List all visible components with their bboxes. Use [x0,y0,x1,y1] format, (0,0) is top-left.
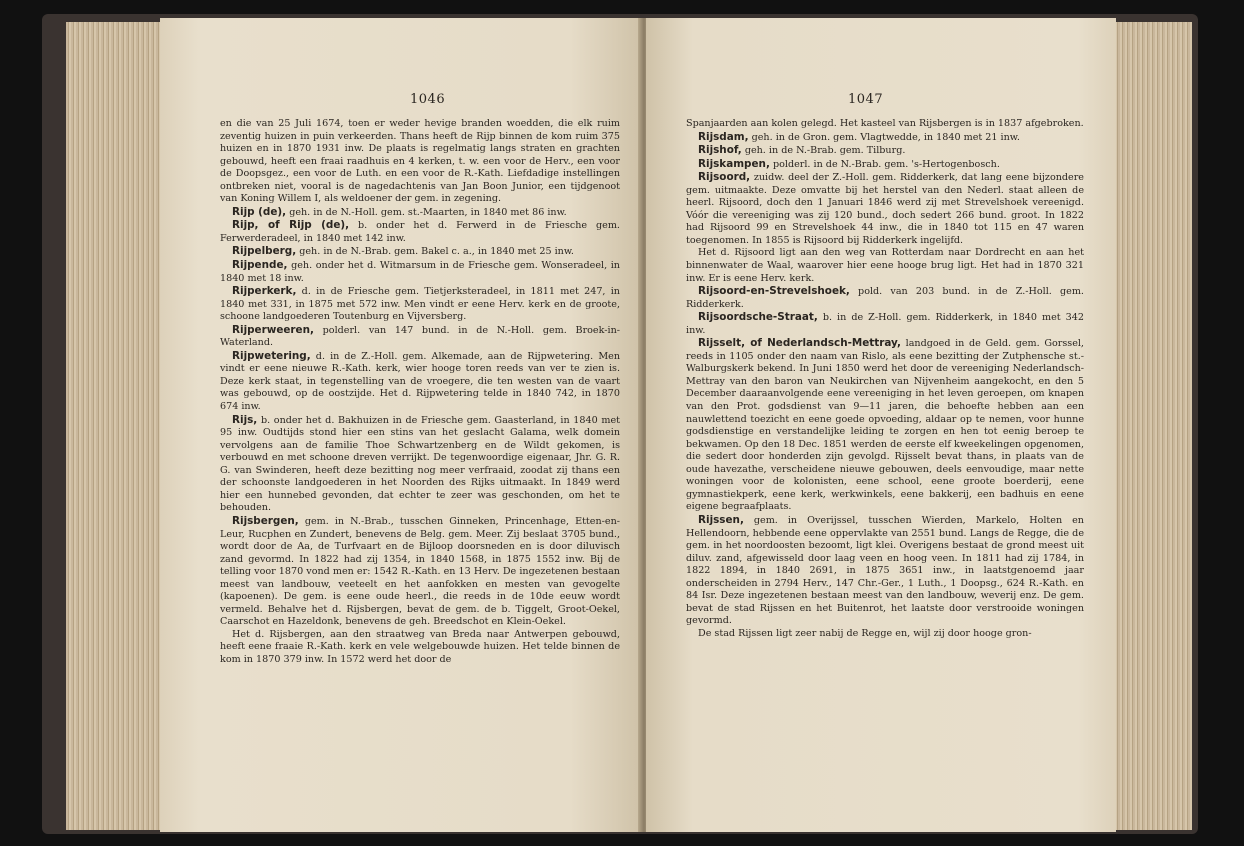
entry-headword: Rijsoordsche-Straat, [698,311,818,324]
entry-text: polderl. van 147 bund. in de N.-Holl. gem. Broek-in-Waterland. [220,324,620,349]
entry-headword: Rijssen, [698,513,744,526]
dictionary-entry [686,337,1084,514]
dictionary-entry [686,628,1084,641]
entry-text: landgoed in de Geld. gem. Gorssel, reeds in 1105 onder den naam van Rislo, als eene bezitting der Zutphensche st.-Walburgskerk bekend. In Juni 1850 werd het door de vereeniging Nederlandsch-Mettray van den baron van Neukirchen van Nijvenheim aangekocht, en den 5 December daaraanvolgende eene vereeniging in het leven geroepen, om knapen van den Prot. godsdienst van 9—11 jaren, die behoefte hebben aan een nauwlettend toezicht en eene goede opvoeding, aldaar op te nemen, voor hunne godsdienstige en verstandelijke leiding te zorgen en hen tot eenig beroep te bekwamen. Op den 18 Dec. 1851 werden de eerste elf kweekelingen opgenomen, die sedert door honderden zijn gevolgd. Rijsselt bevat thans, in plaats van de oude havezathe, verscheidene nieuwe gebouwen, deels eenvoudige, maar nette woningen voor de kolonisten, eene school, eene groote boerderij, eene gymnastiekperk, eene kerk, werkwinkels, eene bakkerij, een badhuis en eene eigene begraafplaats. [686,338,1084,513]
dictionary-entry [686,311,1084,337]
dictionary-entry [686,514,1084,628]
entry-text: Het d. Rijsbergen, aan den straatweg van Breda naar Antwerpen gebouwd, heeft eene fraaie R.-Kath. kerk en vele welgebouwde huizen. Het telde binnen de kom in 1870 379 inw. In 1572 werd het door de [220,628,620,665]
dictionary-entry [686,131,1084,145]
entry-text: b. onder het d. Bakhuizen in de Friesche gem. Gaasterland, in 1840 met 95 inw. Oudtijds stond hier een stins van het geslacht Galama, welk domein vervolgens aan de familie Thoe Schwartzenberg en de Wildt gekomen, is verbouwd en met schoone dreven verrijkt. De tegenwoordige eigenaar, Jhr. G. R. G. van Swinderen, heeft deze bezitting nog meer verfraaid, zoodat zij thans een der schoonste landgoederen in het Noorden des Rijks uitmaakt. In 1849 werd hier een hunnebed gevonden, dat echter te zeer was geschonden, om het te behouden. [220,414,620,514]
dictionary-entry [686,171,1084,247]
entry-headword: Rijp (de), [232,205,287,218]
entry-headword: Rijsoord, [698,171,751,184]
dictionary-entry [686,285,1084,311]
entry-text: De stad Rijssen ligt zeer nabij de Regge en, wijl zij door hooge gron- [698,627,1032,639]
dictionary-entry [220,629,620,667]
entry-text: gem. in Overijssel, tusschen Wierden, Markelo, Holten en Hellendoorn, hebbende eene oppervlakte van 2551 bund. Langs de Regge, die de gem. in het noordoosten bezoomt, ligt klei. Overigens bestaat de grond meest uit diluv. zand, afgewisseld door laag veen en hoog veen. In 1811 had zij 1784, in 1822 1894, in 1840 2691, in 1875 3651 inw., in laatstgenoemd jaar onderscheiden in 2794 Herv., 147 Chr.-Ger., 1 Luth., 1 Doopsg., 624 R.-Kath. en 84 Isr. Deze ingezetenen bestaan meest van den landbouw, weverij enz. De gem. bevat de stad Rijssen en het Buitenrot, het laatste door verstrooide woningen gevormd. [686,514,1084,627]
dictionary-entry [686,144,1084,158]
page-number: 1046 [410,92,446,107]
entry-text: gem. in N.-Brab., tusschen Ginneken, Princenhage, Etten-en-Leur, Rucphen en Zundert, benevens de Belg. gem. Meer. Zij beslaat 3705 bund., wordt door de Aa, de Turfvaart en de Bijloop doorsneden en is door diluvisch zand gevormd. In 1822 had zij 1354, in 1840 1568, in 1875 1552 inw. Bij de telling voor 1870 vond men er: 1542 R.-Kath. en 13 Herv. De ingezetenen bestaan meest van landbouw, veeteelt en het aanfokken en mesten van gevogelte (kapoenen). De gem. is eene oude heerl., die reeds in de 10de eeuw wordt vermeld. Behalve het d. Rijsbergen, bevat de gem. de b. Tiggelt, Groot-Oekel, Caarschot en Hazeldonk, benevens de geh. Breedschot en Klein-Oekel. [220,515,620,628]
continuation-paragraph: Spanjaarden aan kolen gelegd. Het kasteel van Rijsbergen is in 1837 afgebroken. [686,118,1084,129]
right-page [646,18,1116,832]
dictionary-entry [220,245,620,259]
entry-headword: Rijpende, [232,259,288,272]
dictionary-entry [220,515,620,629]
entry-headword: Rijsbergen, [232,514,299,527]
entry-headword: Rijsselt, of Nederlandsch-Mettray, [698,337,901,350]
entry-text: b. in de Z-Holl. gem. Ridderkerk, in 1840 met 342 inw. [686,312,1084,336]
dictionary-entry [686,158,1084,172]
page-text [686,118,1084,640]
entry-headword: Rijperweeren, [232,323,314,336]
page-text [220,118,620,667]
entry-headword: Rijpwetering, [232,349,311,362]
entry-text: b. onder het d. Ferwerd in de Friesche gem. Ferwerderadeel, in 1840 met 142 inw. [220,220,620,244]
entry-text: d. in de Friesche gem. Tietjerksteradeel, in 1811 met 247, in 1840 met 331, in 1875 met 572 inw. Men vindt er eene Herv. kerk en de groote, schoone landgoederen Toutenburg en Vijversberg. [220,286,620,323]
dictionary-entry [220,219,620,245]
entry-text: geh. in de Gron. gem. Vlagtwedde, in 1840 met 21 inw. [751,131,1020,143]
dictionary-entry [220,350,620,414]
entry-headword: Rijperkerk, [232,285,297,298]
page-number: 1047 [848,92,884,107]
dictionary-entry [220,285,620,324]
page-edges-left [66,22,162,830]
dictionary-entry [220,206,620,220]
entry-text: geh. in de N.-Brab. gem. Tilburg. [744,145,906,157]
dictionary-entry [686,247,1084,285]
entry-headword: Rijshof, [698,144,742,157]
entry-headword: Rijs, [232,413,258,426]
entry-headword: Rijskampen, [698,157,770,170]
entry-text: pold. van 203 bund. in de Z.-Holl. gem. Ridderkerk. [686,286,1084,310]
entry-headword: Rijp, of Rijp (de), [232,219,350,232]
entry-text: Het d. Rijsoord ligt aan den weg van Rotterdam naar Dordrecht en aan het binnenwater de Waal, waarover hier eene hooge brug ligt. Het had in 1870 321 inw. Er is eene Herv. kerk. [686,247,1084,284]
left-page [160,18,642,832]
dictionary-entry [220,414,620,515]
dictionary-entry [220,259,620,285]
continuation-paragraph: en die van 25 Juli 1674, toen er weder hevige branden woedden, die elk ruim zeventig huizen in puin verkeerden. Thans heeft de Rijp binnen de kom ruim 375 huizen en in 1870 1931 inw. De plaats is regelmatig langs straten en grachten gebouwd, heeft een fraai raadhuis en 4 kerken, t. w. een voor de Herv., een voor de Doopsgez., een voor de Luth. en een voor de R.-Kath. Liefdadige instellingen ontbreken niet, vooral is de nagedachtenis van Jan Boon Junior, een tijdgenoot van Koning Willem I, als weldoener der gem. in zegening. [220,118,620,205]
entry-text: geh. in de N.-Holl. gem. st.-Maarten, in 1840 met 86 inw. [289,206,567,218]
entry-headword: Rijpelberg, [232,245,297,258]
entry-headword: Rijsoord-en-Strevelshoek, [698,285,850,298]
entry-text: geh. onder het d. Witmarsum in de Friesche gem. Wonseradeel, in 1840 met 18 inw. [220,260,620,284]
dictionary-entry [220,324,620,350]
entry-text: polderl. in de N.-Brab. gem. 's-Hertogenbosch. [772,158,1000,170]
entry-text: d. in de Z.-Holl. gem. Alkemade, aan de Rijpwetering. Men vindt er eene nieuwe R.-Kath. kerk, wier hooge toren reeds van ver te zien is. Deze kerk staat, in tegenstelling van de vroegere, die ten westen van de vaart was gebouwd, op de oostzijde. Het d. Rijpwetering telde in 1840 742, in 1870 674 inw. [220,350,620,413]
entry-headword: Rijsdam, [698,130,749,143]
entry-text: geh. in de N.-Brab. gem. Bakel c. a., in 1840 met 25 inw. [299,246,574,258]
entry-text: zuidw. deel der Z.-Holl. gem. Ridderkerk, dat lang eene bijzondere gem. uitmaakte. Deze omvatte bij het herstel van den Nederl. staat alleen de heerl. Rijsoord, doch den 1 Januari 1846 werd zij met Strevelshoek vereenigd. Vóór die vereeniging was zij 120 bund., doch sedert 266 bund. groot. In 1822 had Rijsoord 99 en Strevelshoek 44 inw., die in 1840 tot 115 en 47 waren toegenomen. In 1855 is Rijsoord bij Ridderkerk ingelijfd. [686,172,1084,246]
